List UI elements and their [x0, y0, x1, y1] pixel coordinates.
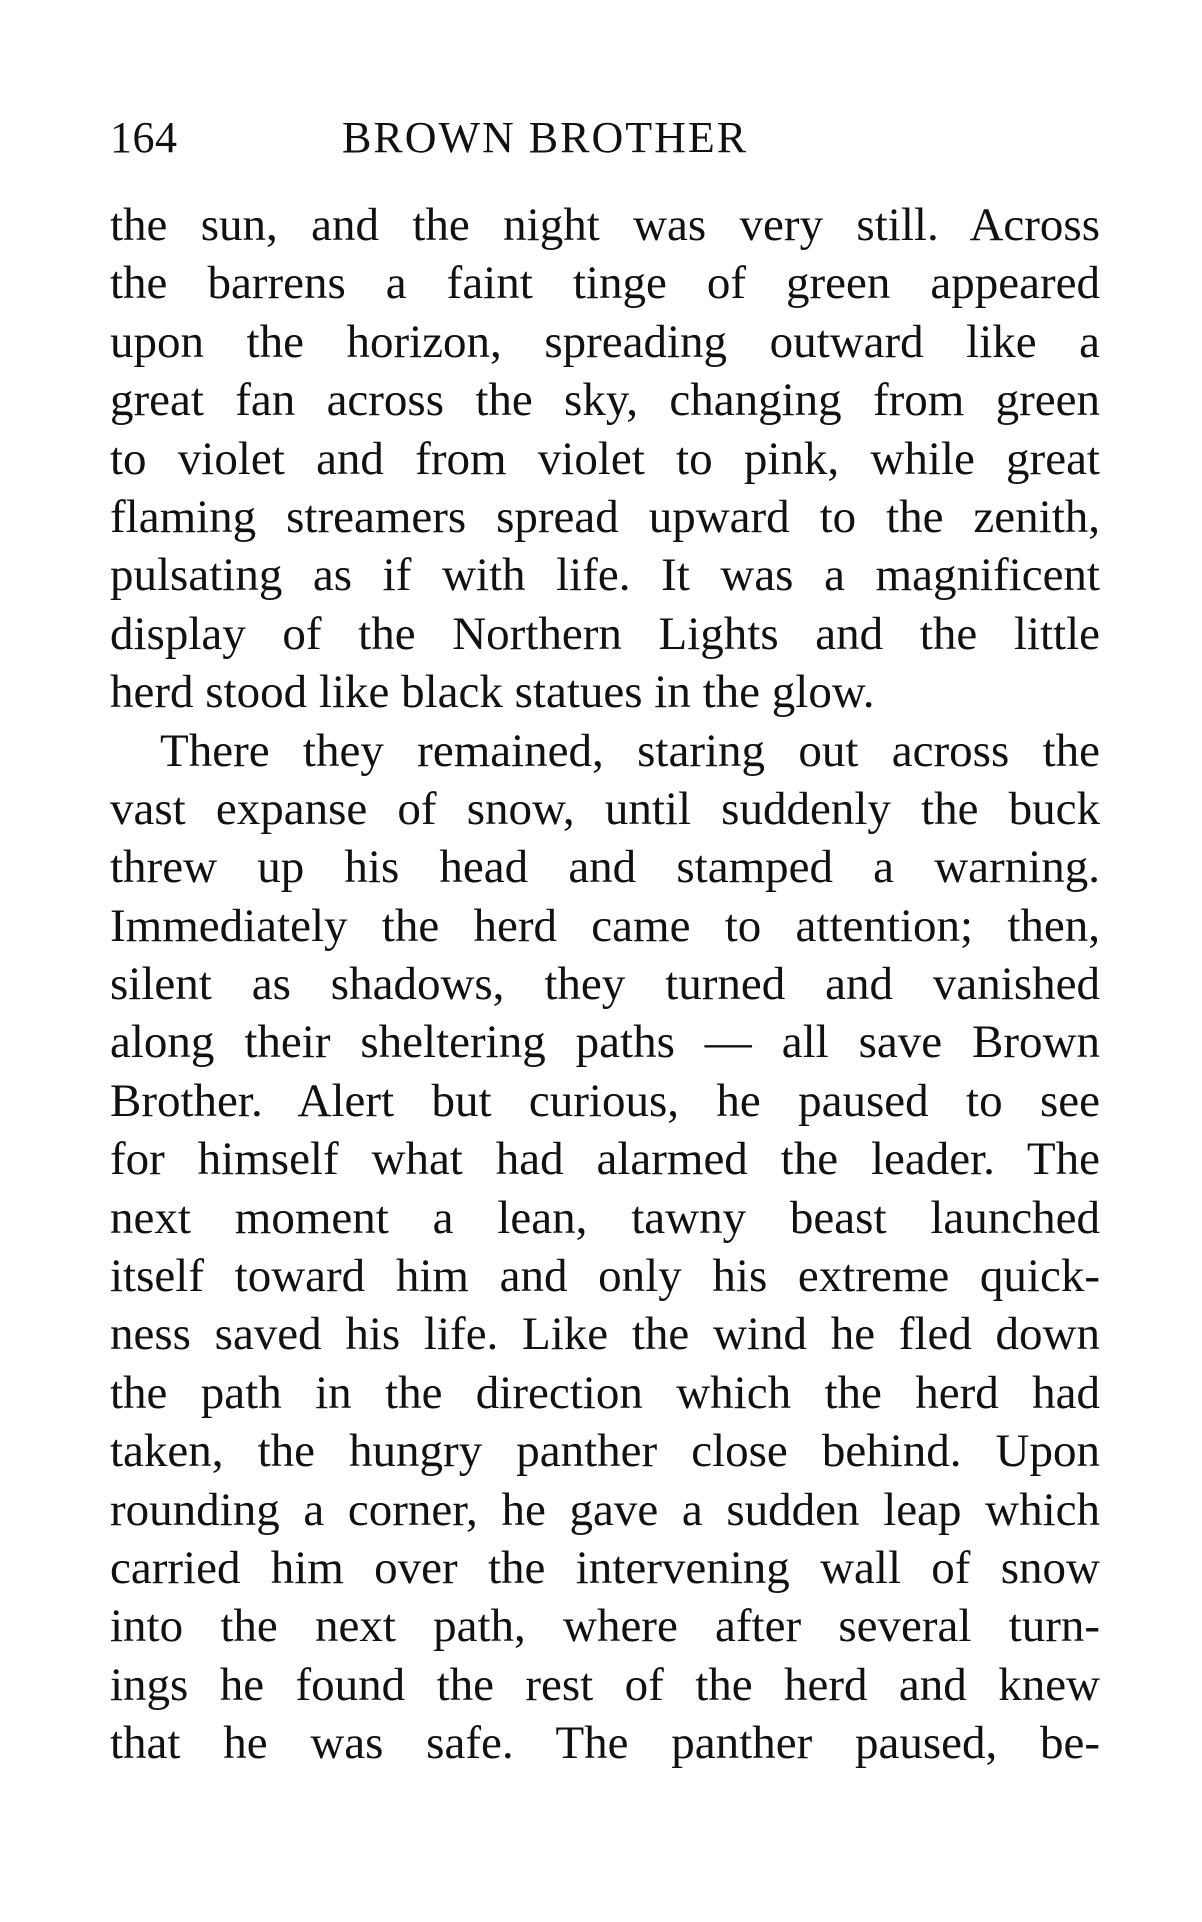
text-line: the path in the direction which the herd had	[110, 1366, 1100, 1419]
text-line: great fan across the sky, changing from green	[110, 374, 1100, 427]
text-line: to violet and from violet to pink, while great	[110, 432, 1100, 485]
running-head	[110, 108, 1100, 168]
text-line: the barrens a faint tinge of green appeared	[110, 257, 1100, 310]
text-line: herd stood like black statues in the glow.	[110, 666, 875, 719]
text-line: threw up his head and stamped a warning.	[110, 841, 1100, 894]
text-line: Immediately the herd came to attention; then,	[110, 899, 1100, 952]
text-line: rounding a corner, he gave a sudden leap which	[110, 1483, 1100, 1536]
text-line: along their sheltering paths — all save Brown	[110, 1016, 1100, 1069]
book-title: BROWN BROTHER	[342, 113, 749, 162]
text-line: Brother. Alert but curious, he paused to see	[110, 1074, 1100, 1127]
text-line: carried him over the intervening wall of snow	[110, 1541, 1100, 1594]
text-line: next moment a lean, tawny beast launched	[110, 1191, 1100, 1244]
text-line: taken, the hungry panther close behind. Upon	[110, 1425, 1100, 1478]
text-line: pulsating as if with life. It was a magnificent	[110, 549, 1100, 602]
text-line: for himself what had alarmed the leader. The	[110, 1133, 1100, 1186]
text-line: ness saved his life. Like the wind he fled down	[110, 1308, 1100, 1361]
text-line: itself toward him and only his extreme quick-	[110, 1250, 1100, 1303]
text-line: silent as shadows, they turned and vanished	[110, 958, 1100, 1011]
text-line: ings he found the rest of the herd and knew	[110, 1658, 1100, 1711]
text-line: flaming streamers spread upward to the zenith,	[110, 490, 1100, 543]
text-line: upon the horizon, spreading outward like a	[110, 315, 1100, 368]
text-line: vast expanse of snow, until suddenly the buck	[110, 782, 1100, 835]
page-number: 164	[110, 113, 178, 162]
text-line: the sun, and the night was very still. Across	[110, 199, 1100, 251]
text-line: that he was safe. The panther paused, be-	[110, 1717, 1100, 1770]
text-body	[110, 196, 1100, 1773]
paragraph-start-line: There they remained, staring out across the	[160, 724, 1100, 777]
text-line: into the next path, where after several turn-	[110, 1600, 1100, 1653]
text-line: display of the Northern Lights and the little	[110, 607, 1100, 660]
